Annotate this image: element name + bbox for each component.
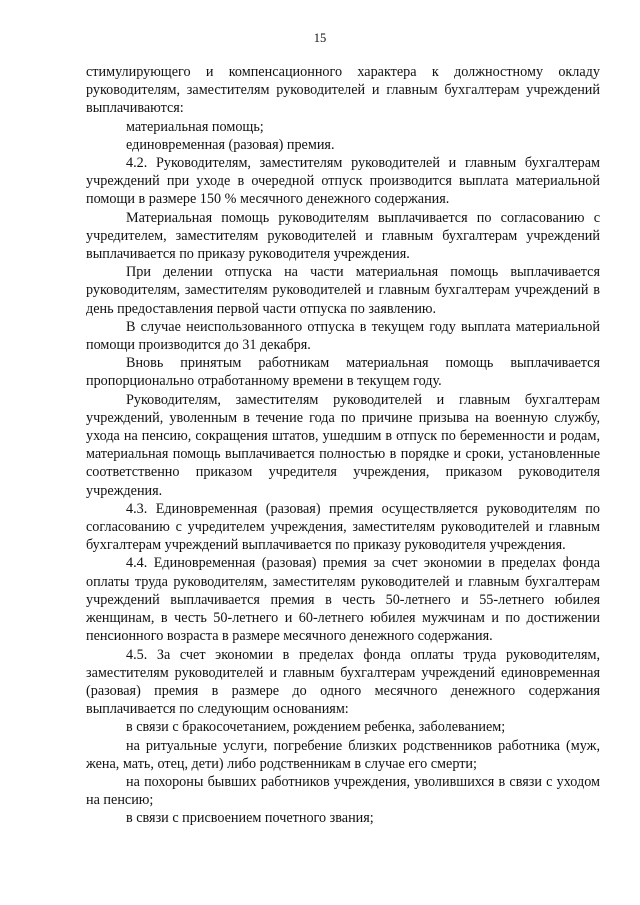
paragraph: на похороны бывших работников учреждения, уволившихся в связи с уходом на пенсию;	[86, 773, 600, 809]
paragraph: в связи с присвоением почетного звания;	[126, 810, 374, 827]
list-item: материальная помощь;	[126, 118, 264, 135]
paragraph: 4.4. Единовременная (разовая) премия за счет экономии в пределах фонда оплаты труда руководителям, заместителям руководителей и главным бухгалтерам учреждений выплачивается премия в честь 50-летнего и 55-летнего юбилея женщинам, в честь 50-летнего и 60-летнего юбилея мужчинам и по достижении пенсионного возраста в размере месячного денежного содержания.	[86, 555, 600, 645]
paragraph: 4.5. За счет экономии в пределах фонда оплаты труда руководителям, заместителям руководителей и главным бухгалтерам учреждений единовременная (разовая) премия в размере до одного месячного денежного содержания выплачивается по следующим основаниям:	[86, 646, 600, 718]
list-item: единовременная (разовая) премия.	[126, 136, 335, 153]
paragraph: 4.3. Единовременная (разовая) премия осуществляется руководителям по согласованию с учредителем учреждения, заместителям руководителей и главным бухгалтерам учреждений выплачивается по приказу руководителя учреждения.	[86, 500, 600, 554]
paragraph: стимулирующего и компенсационного характера к должностному окладу руководителям, заместителям руководителей и главным бухгалтерам учреждений выплачиваются:	[86, 64, 600, 117]
paragraph: Материальная помощь руководителям выплачивается по согласованию с учредителем, заместителям руководителей и главным бухгалтерам учреждений выплачивается по приказу руководителя учреждения.	[86, 209, 600, 263]
page-number: 15	[313, 31, 327, 45]
paragraph: на ритуальные услуги, погребение близких родственников работника (муж, жена, мать, отец, дети) либо родственникам в случае его смерти;	[86, 737, 600, 772]
document-body	[86, 63, 600, 828]
paragraph: В случае неиспользованного отпуска в текущем году выплата материальной помощи производится до 31 декабря.	[86, 318, 600, 354]
paragraph: Вновь принятым работникам материальная помощь выплачивается пропорционально отработанному времени в текущем году.	[86, 355, 600, 390]
paragraph: в связи с бракосочетанием, рождением ребенка, заболеванием;	[126, 719, 506, 736]
paragraph: Руководителям, заместителям руководителей и главным бухгалтерам учреждений, уволенным в течение года по причине призыва на военную службу, ухода на пенсию, сокращения штатов, ушедшим в отпуск по беременности и родам, материальная помощь выплачивается полностью в порядке и сроки, установленные соответственно приказом учредителя учреждения, приказом руководителя учреждения.	[86, 391, 600, 499]
paragraph: 4.2. Руководителям, заместителям руководителей и главным бухгалтерам учреждений при уходе в очередной отпуск производится выплата материальной помощи в размере 150 % месячного денежного содержания.	[86, 155, 600, 208]
paragraph: При делении отпуска на части материальная помощь выплачивается руководителям, заместителям руководителей и главным бухгалтерам учреждений в день предоставления первой части отпуска по заявлению.	[86, 264, 600, 317]
